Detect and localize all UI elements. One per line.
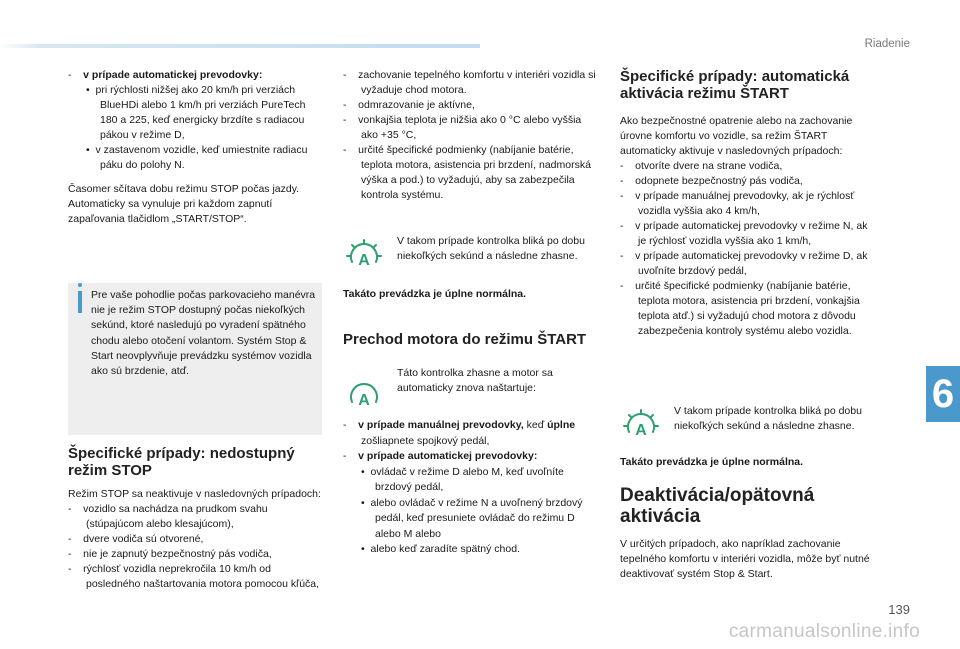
column-2-lower [343,418,601,558]
auto-start-lamp-icon [344,378,384,418]
list-item: - v prípade automatickej prevodovky: [68,69,263,81]
svg-text:A: A [358,252,370,269]
heading-restart-wrap [343,331,601,348]
info-icon [78,291,82,313]
auto-start-lamp-icon [344,238,384,278]
info-box [68,283,322,435]
timer-paragraph: Časomer sčítava dobu režimu STOP počas jazdy. Automaticky sa vynuluje pri každom zapnutí zapaľovania tlačidlom „START/STOP“. [68,183,300,225]
activation-intro: Ako bezpečnostné opatrenie alebo na zachovanie úrovne komfortu vo vozidle, sa režim ŠTART automaticky aktivuje v nasledovných prípadoch: [620,115,853,157]
column-1 [68,68,324,227]
column-2 [343,68,601,203]
info-text: Pre vaše pohodlie počas parkovacieho manévra nie je režim STOP dostupný počas niekoľkých sekúnd, ktoré nasledujú po vyradení spätného chodu alebo otočení volantom. Systém Stop & Start neovplyvňuje prevádzku systémov vozidla ako sú brzdenie, atď. [91,289,316,378]
list-item: - odopnete bezpečnostný pás vodiča, [620,175,803,187]
chapter-tab: 6 [926,366,960,422]
blink-text-2: V takom prípade kontrolka bliká po dobu niekoľkých sekúnd a následne zhasne. [397,235,585,262]
list-item: - určité špecifické podmienky (nabíjanie batérie, teplota motora, asistencia pri brzdení, vonkajšia teplota atď.) si vyžadujú chod motora z dôvodu zabezpečenia kontroly systému alebo vozidla. [620,280,860,337]
restart-icon-text: Táto kontrolka zhasne a motor sa automaticky znova naštartuje: [397,367,553,394]
unavailable-intro: Režim STOP sa neaktivuje v nasledovných prípadoch: [68,488,321,500]
list-item: • v zastavenom vozidle, keď umiestnite radiacu páku do polohy N. [86,144,308,171]
list-item: • ovládač v režime D alebo M, keď uvoľníte brzdový pedál, [361,465,564,493]
list-item: • alebo ovládač v režime N a uvoľnený brzdový pedál, keď presuniete ovládač do režimu D alebo M alebo [361,496,583,540]
column-3-lower [620,485,878,582]
list-item: - rýchlosť vozidla neprekročila 10 km/h od posledného naštartovania motora pomocou kľúča, [68,563,320,590]
svg-text:A: A [635,422,647,439]
list-item: - v prípade automatickej prevodovky v režime N, ak je rýchlosť vozidla vyššia ako 1 km/h, [620,220,868,247]
section-title: Riadenie [864,38,910,50]
heading-unavailable: Špecifické prípady: nedostupný režim STOP [68,445,295,479]
list-item: - v prípade manuálnej prevodovky, ak je rýchlosť vozidla vyššia ako 4 km/h, [620,190,855,217]
list-item: - vozidlo sa nachádza na prudkom svahu (stúpajúcom alebo klesajúcom), [68,503,268,530]
list-item: - v prípade automatickej prevodovky v režime D, ak uvoľníte brzdový pedál, [620,250,868,277]
deactivation-text: V určitých prípadoch, ako napríklad zachovanie tepelného komfortu v interiéri vozidla, môže byť nutné deaktivovať systém Stop & Start. [620,538,870,580]
list-item: • pri rýchlosti nižšej ako 20 km/h pri verziách BlueHDi alebo 1 km/h pri verziách PureTech 180 a 225, keď energicky brzdíte s radiacou pákou v režime D, [86,84,306,141]
list-item: - dvere vodiča sú otvorené, [68,533,204,545]
heading-deactivation: Deaktivácia/opätovná aktivácia [620,485,815,527]
column-1-lower [68,445,324,592]
normal-text-2: Takáto prevádzka je úplne normálna. [343,288,527,300]
blink-text-3: V takom prípade kontrolka bliká po dobu niekoľkých sekúnd a následne zhasne. [674,405,862,432]
list-item: • alebo keď zaradíte spätný chod. [361,543,520,555]
list-item: - otvoríte dvere na strane vodiča, [620,160,783,172]
list-item: - zachovanie tepelného komfortu v interiéri vozidla si vyžaduje chod motora. [343,69,596,96]
auto-start-lamp-icon [621,408,661,448]
list-item: - odmrazovanie je aktívne, [343,99,475,111]
list-item: - v prípade automatickej prevodovky: [343,450,538,462]
svg-text:A: A [358,392,370,409]
list-item: - nie je zapnutý bezpečnostný pás vodiča, [68,548,272,560]
normal-text-3: Takáto prevádzka je úplne normálna. [620,456,804,468]
heading-activation: Špecifické prípady: automatická aktivácia režimu ŠTART [620,68,850,102]
header-bar [0,44,480,48]
list-item: - vonkajšia teplota je nižšia ako 0 °C alebo vyššia ako +35 °C, [343,114,582,141]
heading-restart: Prechod motora do režimu ŠTART [343,331,587,348]
page-number: 139 [888,602,910,617]
list-item: - určité špecifické podmienky (nabíjanie batérie, teplota motora, asistencia pri brzdení, nadmorská výška a pod.) to vyžadujú, aby sa zabezpečila kontrola systému. [343,144,591,201]
watermark: carmanualsonline.info [728,621,920,642]
column-3 [620,68,878,339]
list-item: - v prípade manuálnej prevodovky, keď úplne zošliapnete spojkový pedál, [343,419,576,447]
